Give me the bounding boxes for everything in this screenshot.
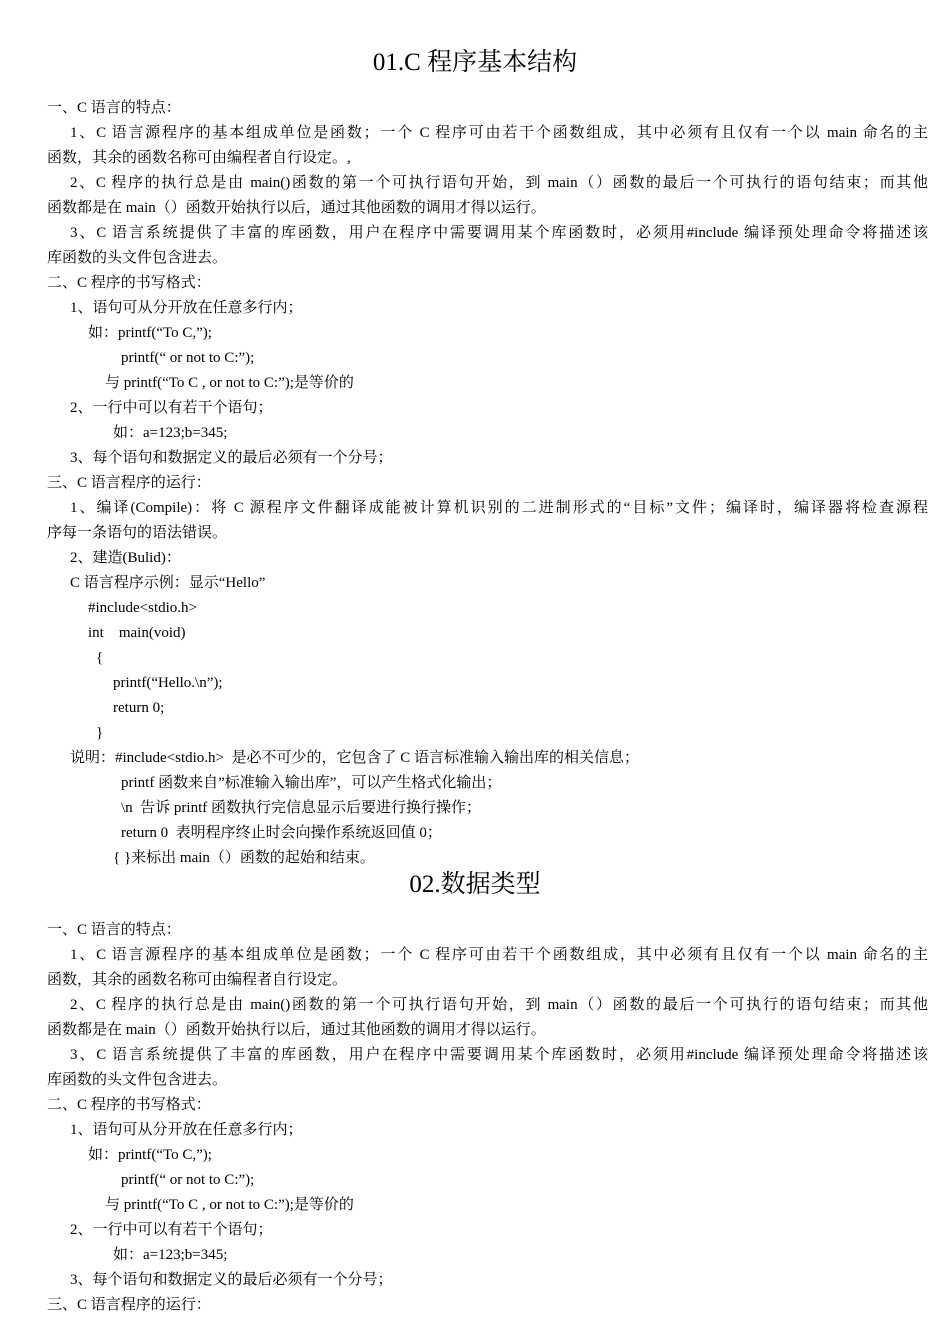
code-line: 与 printf(“To C , or not to C:”);是等价的 bbox=[105, 375, 354, 391]
text-line: 2、建造(Bulid)： bbox=[70, 550, 181, 566]
text-line: \n 告诉 printf 函数执行完信息显示后要进行换行操作； bbox=[121, 800, 481, 816]
code-line: { bbox=[96, 650, 104, 666]
text-line: 3、C 语言系统提供了丰富的库函数，用户在程序中需要调用某个库函数时，必须用#include 编译预处理命令将描述该 bbox=[70, 1047, 928, 1063]
code-line: 如：printf(“To C,”); bbox=[88, 325, 212, 341]
code-line: printf(“ or not to C:”); bbox=[121, 1172, 255, 1188]
heading-line: 二、C 程序的书写格式： bbox=[47, 275, 211, 291]
text-line: 函数都是在 main（）函数开始执行以后，通过其他函数的调用才得以运行。 bbox=[47, 1022, 546, 1038]
heading-line: 一、C 语言的特点： bbox=[47, 100, 181, 116]
code-line: printf(“ or not to C:”); bbox=[121, 350, 255, 366]
text-line: return 0 表明程序终止时会向操作系统返回值 0； bbox=[121, 825, 442, 841]
code-line: int main(void) bbox=[88, 625, 186, 641]
text-line: 3、C 语言系统提供了丰富的库函数，用户在程序中需要调用某个库函数时，必须用#include 编译预处理命令将描述该 bbox=[70, 225, 928, 241]
text-line: { }来标出 main（）函数的起始和结束。 bbox=[113, 850, 375, 866]
heading-line: 三、C 语言程序的运行： bbox=[47, 475, 211, 491]
text-line: 1、C 语言源程序的基本组成单位是函数；一个 C 程序可由若干个函数组成，其中必须有且仅有一个以 main 命名的主 bbox=[70, 125, 928, 141]
code-line: 如：a=123;b=345; bbox=[113, 1247, 228, 1263]
text-line: 3、每个语句和数据定义的最后必须有一个分号； bbox=[70, 1272, 393, 1288]
text-line: C 语言程序示例：显示“Hello” bbox=[70, 575, 266, 591]
heading-line: 一、C 语言的特点： bbox=[47, 922, 181, 938]
text-line: 3、每个语句和数据定义的最后必须有一个分号； bbox=[70, 450, 393, 466]
code-line: printf(“Hello.\n”); bbox=[113, 675, 223, 691]
text-line: 2、C 程序的执行总是由 main()函数的第一个可执行语句开始，到 main（）函数的最后一个可执行的语句结束；而其他 bbox=[70, 997, 928, 1013]
code-line: return 0; bbox=[113, 700, 165, 716]
text-line: 1、编译(Compile)：将 C 源程序文件翻译成能被计算机识别的二进制形式的“目标”文件；编译时，编译器将检查源程 bbox=[70, 500, 928, 516]
heading-line: 二、C 程序的书写格式： bbox=[47, 1097, 211, 1113]
section-title: 02.数据类型 bbox=[409, 871, 541, 898]
section-title: 01.C 程序基本结构 bbox=[372, 49, 578, 76]
text-line: 2、C 程序的执行总是由 main()函数的第一个可执行语句开始，到 main（）函数的最后一个可执行的语句结束；而其他 bbox=[70, 175, 928, 191]
text-line: 函数，其余的函数名称可由编程者自行设定。 bbox=[47, 972, 348, 988]
text-line: printf 函数来自”标准输入输出库”，可以产生格式化输出； bbox=[121, 775, 502, 791]
code-line: 与 printf(“To C , or not to C:”);是等价的 bbox=[105, 1197, 354, 1213]
text-line: 库函数的头文件包含进去。 bbox=[47, 1072, 228, 1088]
text-line: 1、语句可从分开放在任意多行内； bbox=[70, 1122, 303, 1138]
text-line: 函数都是在 main（）函数开始执行以后，通过其他函数的调用才得以运行。 bbox=[47, 200, 546, 216]
text-line: 2、一行中可以有若干个语句； bbox=[70, 400, 273, 416]
text-line: 1、C 语言源程序的基本组成单位是函数；一个 C 程序可由若干个函数组成，其中必须有且仅有一个以 main 命名的主 bbox=[70, 947, 928, 963]
text-line: 函数，其余的函数名称可由编程者自行设定。, bbox=[47, 150, 351, 166]
code-line: } bbox=[96, 725, 104, 741]
code-line: 如：printf(“To C,”); bbox=[88, 1147, 212, 1163]
text-line: 2、一行中可以有若干个语句； bbox=[70, 1222, 273, 1238]
heading-line: 三、C 语言程序的运行： bbox=[47, 1297, 211, 1313]
text-line: 1、语句可从分开放在任意多行内； bbox=[70, 300, 303, 316]
text-line: 序每一条语句的语法错误。 bbox=[47, 525, 228, 541]
code-line: 如：a=123;b=345; bbox=[113, 425, 228, 441]
text-line: 说明：#include<stdio.h> 是必不可少的，它包含了 C 语言标准输入输出库的相关信息； bbox=[70, 750, 639, 766]
code-line: #include<stdio.h> bbox=[88, 600, 197, 616]
text-line: 库函数的头文件包含进去。 bbox=[47, 250, 228, 266]
